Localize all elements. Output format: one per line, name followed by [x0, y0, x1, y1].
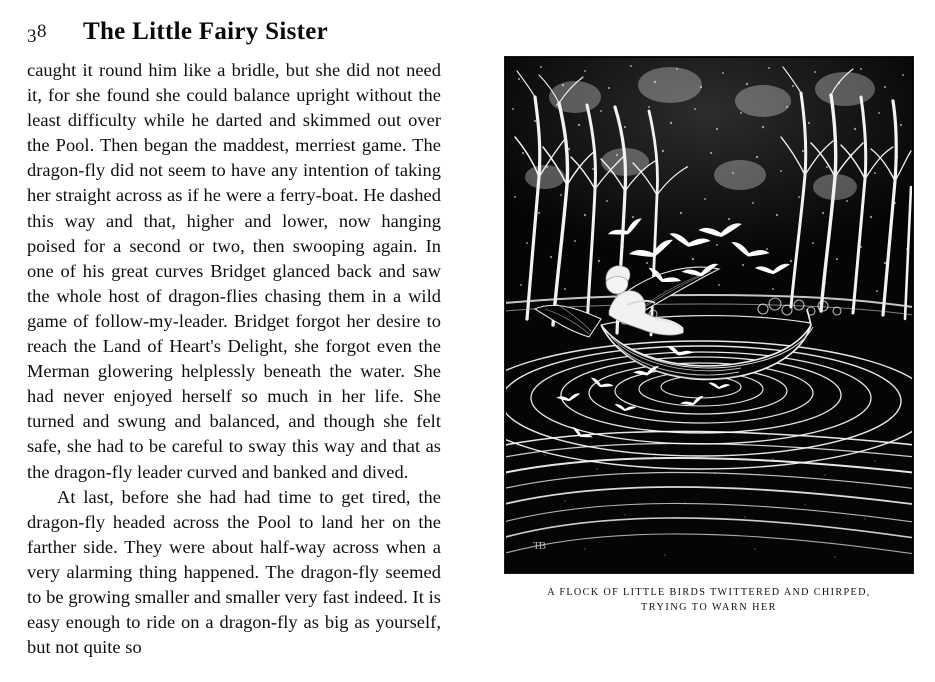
chapter-title: The Little Fairy Sister [83, 18, 329, 45]
paragraph-1: caught it round him like a bridle, but she did not need it, for she found she could balance upright without the least difficulty while he darted and skimmed out over the Pool. Then began the maddest, merriest game. The dragon-fly did not seem to have any intention of taking her straight across as if he were a ferry-boat. He dashed this way and that, higher and lower, now hanging poised for a second or two, then swooping again. In one of his great curves Bridget glanced back and saw the whole host of dragon-flies chasing them in a wild game of follow-my-leader. Bridget forgot her desire to reach the Land of Heart's Delight, she forgot even the Merman glowering helplessly beneath the water. She had never enjoyed herself so much in her life. She turned and swung and balanced, and though she felt safe, she had to be careful to sway this way and that as the dragon-fly leader curved and banked and dived. [27, 60, 441, 482]
caption-line-1: A FLOCK OF LITTLE BIRDS TWITTERED AND CHIRPED, [547, 587, 871, 598]
illustration-image [505, 57, 913, 573]
illustration-caption [505, 585, 913, 615]
artist-monogram: TB [533, 540, 546, 552]
illustration-plate [505, 57, 913, 573]
page-number [27, 21, 47, 47]
caption-line-2: TRYING TO WARN HER [641, 602, 777, 613]
page-number-digit-1: 3 [27, 26, 37, 47]
illustration-artwork [505, 57, 913, 573]
page-number-digit-2: 8 [37, 21, 47, 42]
running-head [27, 18, 441, 52]
body-text [27, 58, 441, 660]
paragraph-2: At last, before she had had time to get tired, the dragon-fly headed across the Pool to land her on the farther side. They were about half-way across when a very alarming thing happened. The dragon-fly seemed to be growing smaller and smaller very fast indeed. It is easy enough to ride on a dragon-fly as big as yourself, but not quite so [27, 486, 441, 658]
text-column [27, 18, 441, 660]
